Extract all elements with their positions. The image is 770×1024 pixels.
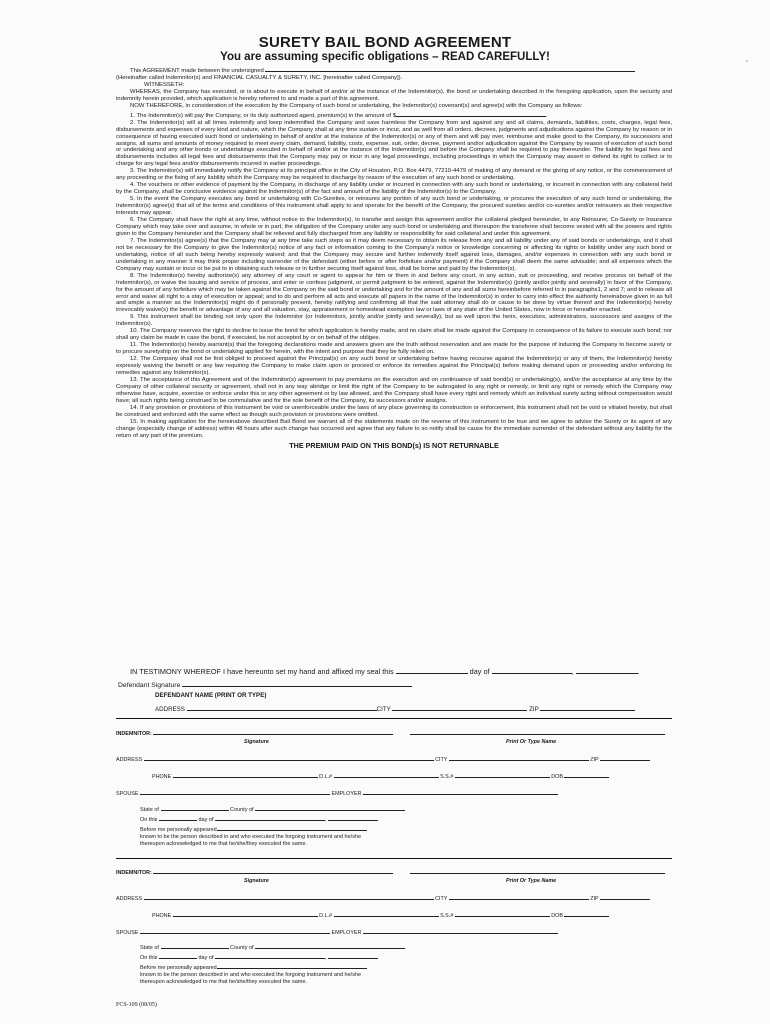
whereas-clause: WHEREAS, the Company has executed, or is about to execute in behalf of and/or at the instance of the Indemnitor(s), the bond or undertaking described in the foregoing application, upon the security and indemnity herein provided, which application is hereby referred to and made a part of this agreement.	[116, 88, 672, 102]
clause-1-text: 1. The Indemnitor(s) will pay the Company, or its duly authorized agent, premium(s) in the amount of $	[130, 112, 396, 119]
zip-blank[interactable]	[600, 893, 650, 900]
zip-blank[interactable]	[600, 754, 650, 761]
phone-blank[interactable]	[173, 771, 318, 778]
premium-not-returnable: THE PREMIUM PAID ON THIS BOND(s) IS NOT RETURNABLE	[289, 440, 499, 450]
city-label: CITY	[435, 757, 448, 763]
premium-amount-blank[interactable]	[396, 110, 546, 117]
appeared-row	[140, 962, 405, 972]
indemnitor-spouse-row	[116, 927, 672, 936]
zip-label: ZIP	[590, 896, 599, 902]
phone-label: PHONE	[152, 774, 172, 780]
preamble-parties: (Hereinafter called Indemnitor(s) and FINANCIAL CASUALTY & SURETY, INC. [hereinafter called Company]).	[116, 74, 403, 81]
indemnitor-phone-row	[152, 771, 708, 780]
section-divider-2	[116, 858, 672, 859]
state-blank[interactable]	[161, 804, 229, 811]
agreement-body	[116, 65, 672, 450]
clause-1: 1. The Indemnitor(s) will pay the Company, or its duly authorized agent, premium(s) in the amount of $ .	[116, 110, 672, 120]
year-blank[interactable]	[328, 952, 378, 959]
clause-14: 14. If any provision or provisions of this instrument be void or unenforceable under the laws of any place governing its construction or enforcement, this instrument shall not be void or vitiated hereby, but shall be construed and enforced with the same effect as though such provision or provisions were omitted.	[116, 404, 672, 418]
signature-caption: Signature	[244, 878, 269, 884]
form-code: FCS-109 (08/05)	[116, 1002, 157, 1008]
county-blank[interactable]	[255, 942, 405, 949]
on-this-label: On this	[140, 817, 158, 823]
clause-12: 12. The Company shall not be first obliged to proceed against the Principal(s) on any such bond or undertaking before having recourse against the Indemnitor(s) or any of them, the Indemnitor(s) hereby expressly waiving the benefit or any law requiring the Company to make claim upon or proceed or enforce its remedies against the Principal(s) before making demand upon or proceeding and/or enforcing its remedies against any Indemnitor(s).	[116, 356, 672, 376]
indemnitor-address-row	[116, 754, 672, 763]
phone-blank[interactable]	[173, 910, 318, 917]
clause-7: 7. The Indemnitor(s) agree(s) that the Company may at any time take such steps as it may deem necessary to obtain its release from any and all liability under any of said bonds or undertakings, and it shall not be necessary for the Company to give the Indemnitor(s) notice of any fact or information coming to the Company's notice or knowledge concerning or affecting its rights or liability under any such bond or undertaking, notice of all such being hereby expressly waived; and that the Company may secure and further indemnify itself against loss, damages, and/or expenses in connection with any such bond or undertaking in any manner it may think proper including surrender of the defendant (either before or after forfeiture and/or payment) if the Company shall deem the same advisable; and all expenses which the Company may sustain or incur or be put to in obtaining such release or in further securing itself against loss, shall be borne and paid by the Indemnitor(s).	[116, 237, 672, 272]
testimony-year-blank[interactable]	[576, 667, 638, 674]
indemnitor-print-name-blank[interactable]	[410, 728, 665, 735]
county-blank[interactable]	[255, 804, 405, 811]
clause-9: 9. This instrument shall be binding not only upon the Indemnitor (or Indemnitors, jointly and/or jointly and severally), but as well upon the heirs, executors, administrators, successors and assigns of the Indemnitor(s).	[116, 314, 672, 328]
indemnitor-signature-blank[interactable]	[153, 867, 393, 874]
address-blank[interactable]	[144, 893, 434, 900]
city-blank[interactable]	[449, 754, 589, 761]
print-name-caption: Print Or Type Name	[506, 878, 557, 884]
spouse-label: SPOUSE	[116, 930, 139, 936]
state-label: State of	[140, 807, 159, 813]
dob-blank[interactable]	[564, 771, 609, 778]
ss-blank[interactable]	[455, 771, 550, 778]
appeared-row	[140, 824, 405, 834]
city-blank[interactable]	[449, 893, 589, 900]
dl-label: D.L.#	[319, 774, 333, 780]
employer-blank[interactable]	[363, 788, 558, 795]
testimony-text: IN TESTIMONY WHEREOF I have hereunto set my hand and affixed my seal this	[130, 667, 394, 676]
address-blank[interactable]	[144, 754, 434, 761]
indemnitor-row	[116, 867, 672, 876]
employer-label: EMPLOYER	[331, 930, 362, 936]
section-divider-1	[116, 718, 672, 719]
spouse-label: SPOUSE	[116, 791, 139, 797]
employer-blank[interactable]	[363, 927, 558, 934]
testimony-month-blank[interactable]	[492, 667, 572, 674]
indemnitor-address-row	[116, 893, 672, 902]
defendant-signature-row	[118, 680, 678, 689]
clause-8: 8. The Indemnitor(s) hereby authorize(s) any attorney of any court or agent to appear for him or them in and before any court, in any action, suit or proceeding, and receive process on behalf of the Indemnitor(s), or waive the issuing and service of process, and enter or confess judgment, or permit judgment to be entered, against the Indemnitor(s) (jointly and/or jointly and severally) in favor of the Company, for the amount of any forfeiture which may be taken against the Company on the said bond or undertaking and for the amount of any and all sums hereinbefore referred to in paragraphs1, 2 and 7; and to release all error and waive all right to a stay of execution or appeal; and to do and perform all acts and execute all papers in the name of the Indemnitor(s) in order to carry into effect the authority hereinabove given in as full and ample a manner as the Indemnitor(s) might do if personally present, hereby ratifying and confirming all that the said attorney shall do or cause to be done by virtue thereof and the Indemnitor(s) hereby irrevocably waive(s) the benefit or advantage of any and all valuation, stay, appraisement or homestead exemption law or laws of any state of the United States, now in force or hereafter enacted.	[116, 272, 672, 314]
on-this-blank[interactable]	[159, 952, 197, 959]
defendant-zip-label: ZIP	[529, 706, 539, 713]
month-blank[interactable]	[215, 814, 325, 821]
month-blank[interactable]	[215, 952, 325, 959]
indemnitor-label: INDEMNITOR:	[116, 731, 152, 737]
ss-label: S.S.#	[440, 774, 454, 780]
on-this-label: On this	[140, 955, 158, 961]
clause-10: 10. The Company reserves the right to decline to issue the bond for which application is hereby made, and no claim shall be made against the Company in consequence of its failure to execute such bond; nor shall any claim be made in case the bond, if executed, be not accepted by or on behalf of the obligee.	[116, 328, 672, 342]
defendant-name-text: DEFENDANT NAME (PRINT OR TYPE)	[155, 692, 267, 699]
clause-13: 13. The acceptance of this Agreement and of the Indemnitor(s) agreement to pay premiums on the execution and on continuance of said bond(s) or undertaking(s), and/or the acceptance at any time by the Company of other collateral security or agreement, shall not in any way abridge or limit the right of the Company to be subrogated to any right or remedy, or limit any right or remedy which the Company may otherwise have, acquire, exercise or enforce under this or any other agreement or by law allowed, and the Company shall have every right and remedy which an individual surety acting without compensation would have; all such rights being construed to be commulative and for the sole benefit of the Company, its successors and/or assigns.	[116, 376, 672, 404]
state-label: State of	[140, 945, 159, 951]
appeared-blank[interactable]	[217, 824, 367, 831]
defendant-signature-label: Defendant Signature	[118, 682, 181, 689]
known-line-2: thereupon acknowledged to me that he/she/they executed the same.	[140, 979, 307, 985]
state-blank[interactable]	[161, 942, 229, 949]
dob-label: DOB	[551, 774, 563, 780]
day-of-label: day of	[198, 817, 214, 823]
dob-blank[interactable]	[564, 910, 609, 917]
clause-4: 4. The vouchers or other evidence of payment by the Company, in discharge of any liability under or incurred in connection with any such bond or undertaking, or incurred in connection with any collateral held by the Company, shall be conclusive evidence against the Indemnitor(s) of the fact and amount of the liability of the Indemnitor(s) to the Company.	[116, 182, 672, 196]
date-row: On this day of ,	[140, 952, 405, 962]
defendant-city-blank[interactable]	[392, 704, 527, 711]
defendant-address-row	[155, 704, 675, 713]
document-subtitle: You are assuming specific obligations – READ CAREFULLY!	[220, 51, 550, 63]
dl-blank[interactable]	[334, 771, 439, 778]
spouse-blank[interactable]	[140, 927, 330, 934]
defendant-signature-blank[interactable]	[182, 680, 412, 687]
clause-11: 11. The Indemnitor(s) hereby warrant(s) that the foregoing declarations made and answers given are the truth without reservation and are made for the purpose of inducing the Company to become surety or to procure suretyship on the bond or undertaking applied for herein, with the intent and purpose that they be fully relied on.	[116, 342, 672, 356]
address-label: ADDRESS	[116, 757, 143, 763]
state-row	[140, 804, 405, 814]
clause-5: 5. In the event the Company executes any bond or undertaking with Co-Sureties, or reinsures any portion of any such bond or undertaking, or procures the execution of any such bond or undertaking, the Indemnitor(s) agree(s) that all of the terms and conditions of this instrument shall apply to and operate for the benefit of the Company, the procured sureties and/or co-sureties and/or reinsurers as their respective interests may appear.	[116, 196, 672, 217]
indemnitor-spouse-row	[116, 788, 672, 797]
indemnitor-print-name-blank[interactable]	[410, 867, 665, 874]
defendant-city-label: CITY	[376, 706, 391, 713]
indemnitor-label: INDEMNITOR:	[116, 870, 152, 876]
before-me-label: Before me personally appeared	[140, 965, 217, 971]
ss-blank[interactable]	[455, 910, 550, 917]
employer-label: EMPLOYER	[331, 791, 362, 797]
document-title: SURETY BAIL BOND AGREEMENT	[258, 34, 512, 51]
dob-label: DOB	[551, 913, 563, 919]
phone-label: PHONE	[152, 913, 172, 919]
zip-label: ZIP	[590, 757, 599, 763]
state-row	[140, 942, 405, 952]
clause-15: 15. In making application for the hereinabove described Bail Bond we warrant all of the statements made on the reverse of this instrument to be true and we agree to advise the Surety or its agent of any change (especially change of address) within 48 hours after such change has occurred and agree that any failure to so notify shall be cause for the immediate surrender of the defendant without any liability for the return of any part of the premium.	[116, 418, 672, 439]
year-blank[interactable]	[328, 814, 378, 821]
dl-label: D.L.#	[319, 913, 333, 919]
date-row: On this day of ,	[140, 814, 405, 824]
county-label: County of	[230, 945, 254, 951]
defendant-name-label	[155, 692, 266, 699]
preamble-line	[116, 65, 672, 75]
known-line-1: known to be the person described in and who executed the forgoing instrument and he/she	[140, 834, 362, 840]
before-me-label: Before me personally appeared	[140, 827, 217, 833]
now-therefore-clause: NOW THEREFORE, in consideration of the execution by the Company of such bond or undertaking, the Indemnitor(s) covenant(s) and agree(s) with the Company as follows:	[130, 102, 583, 109]
preamble-text: This AGREEMENT made between the undersigned	[130, 68, 264, 74]
witnesseth: WITNESSETH:	[144, 81, 185, 88]
defendant-zip-blank[interactable]	[540, 704, 635, 711]
indemnitor-signature-blank[interactable]	[153, 728, 393, 735]
testimony-day-of: day of	[469, 667, 490, 676]
day-of-label: day of	[198, 955, 214, 961]
testimony-day-blank[interactable]	[396, 667, 468, 674]
known-line-2: thereupon acknowledged to me that he/she/they executed the same.	[140, 841, 307, 847]
clause-3: 3. The Indemnitor(s) will immediately notify the Company at its principal office in the City of Houston, P.O. Box 4479, 77210-4479 of making of any demand or the giving of any notice, or the commencement of any proceeding or the fixing of any liability which the Company may be required to discharge by reason of the execution of any such bond or undertaking.	[116, 168, 672, 182]
undersigned-blank[interactable]	[265, 65, 635, 72]
testimony-line: IN TESTIMONY WHEREOF I have hereunto set my hand and affixed my seal this day of , .	[130, 667, 640, 676]
defendant-address-label: ADDRESS	[155, 706, 185, 713]
dl-blank[interactable]	[334, 910, 439, 917]
signature-caption: Signature	[244, 739, 269, 745]
known-line-1: known to be the person described in and who executed the forgoing instrument and he/she	[140, 972, 362, 978]
clause-6: 6. The Company shall have the right at any time, without notice to the Indemnitor(s), to transfer and assign this agreement and/or the collateral pledged hereunder, to any Reinsurer, Co-Surety or Insurance Company which may take over and assume, in whole or in part, the obligation of the Company under any such bond or undertaking and thereupon the transferee shall become vested with all the powers and rights given to the Company hereunder and the Company shall be relieved and fully discharged from any liability or responsibility for said collateral and under this agreement.	[116, 217, 672, 237]
spouse-blank[interactable]	[140, 788, 330, 795]
clause-2: 2. The Indemnitor(s) will at all times indemnify and keep indemnified the Company and save harmless the Company from and against any and all claims, demands, liabilities, costs, charges, legal fees, disbursements and expenses of every kind and nature, which the Company shall at any time sustain or incur, and as well from all orders, decrees, judgments and adjudications against the Company by reason or in consequence of having executed such bond or undertaking in behalf of and/or at the instance of the Indemnitor(s) or any of them and will pay over, reimburse and make good to the Company, its successors and assigns, all sums and amounts of money required to meet every claim, demand, liability, costs, expense, suit, order, decree, payment and/or adjudication against the Company by reason of execution of such bond or undertaking and any other bonds or undertakings executed in behalf of and/or at the instance of the Indemnitor(s) and before the Company shall be required to pay thereunder. The liability for legal fees and disbursements includes all legal fees and disbursements that the Company may pay or incur in any legal proceedings, including proceedings in which the Company may assert or defend its right to collect or to charge for any legal fees and/or disbursements incurred in earlier proceedings.	[116, 119, 672, 168]
print-name-caption: Print Or Type Name	[506, 739, 557, 745]
address-label: ADDRESS	[116, 896, 143, 902]
notary-block-1	[140, 804, 405, 848]
city-label: CITY	[435, 896, 448, 902]
defendant-address-blank[interactable]	[187, 704, 377, 711]
appeared-blank[interactable]	[217, 962, 367, 969]
indemnitor-row	[116, 728, 672, 737]
county-label: County of	[230, 807, 254, 813]
indemnitor-phone-row	[152, 910, 708, 919]
on-this-blank[interactable]	[159, 814, 197, 821]
notary-block-2	[140, 942, 405, 986]
ss-label: S.S.#	[440, 913, 454, 919]
